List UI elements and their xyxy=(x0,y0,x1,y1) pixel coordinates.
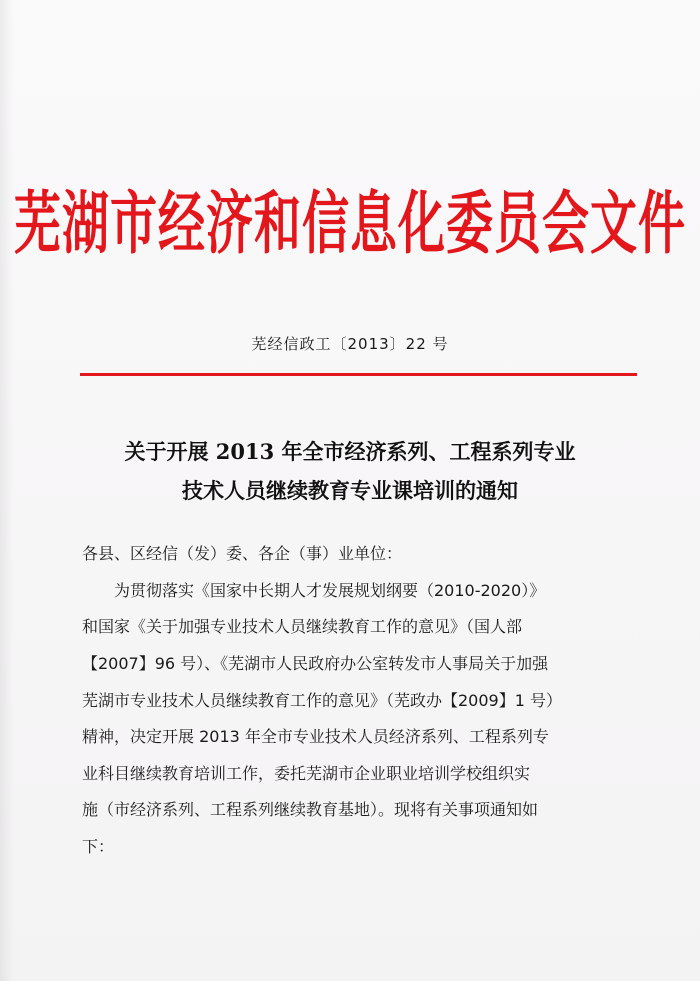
issuer-red-header: 芜湖市经济和信息化委员会文件 xyxy=(14,183,686,264)
notice-title-line-2: 技术人员继续教育专业课培训的通知 xyxy=(182,478,518,503)
body-line-5: 精神，决定开展 2013 年全市专业技术人员经济系列、工程系列专 xyxy=(82,727,549,746)
red-separator-line xyxy=(80,373,637,376)
salutation: 各县、区经信（发）委、各企（事）业单位： xyxy=(82,544,403,563)
body-line-3: 【2007】96 号）、《芜湖市人民政府办公室转发市人事局关于加强 xyxy=(82,654,549,673)
notice-title-line-1: 关于开展 2013 年全市经济系列、工程系列专业 xyxy=(124,439,576,464)
body-line-6: 业科目继续教育培训工作，委托芜湖市企业职业培训学校组织实 xyxy=(82,764,531,783)
body-line-8: 下： xyxy=(82,837,115,856)
body-line-4: 芜湖市专业技术人员继续教育工作的意见》（芜政办【2009】1 号） xyxy=(82,691,562,710)
document-number: 芜经信政工〔2013〕22 号 xyxy=(251,335,449,353)
body-line-1: 为贯彻落实《国家中长期人才发展规划纲要（2010-2020）》 xyxy=(114,581,546,600)
body-line-7: 施（市经济系列、工程系列继续教育基地）。现将有关事项通知如 xyxy=(82,800,539,819)
body-line-2: 和国家《关于加强专业技术人员继续教育工作的意见》（国人部 xyxy=(82,617,523,636)
